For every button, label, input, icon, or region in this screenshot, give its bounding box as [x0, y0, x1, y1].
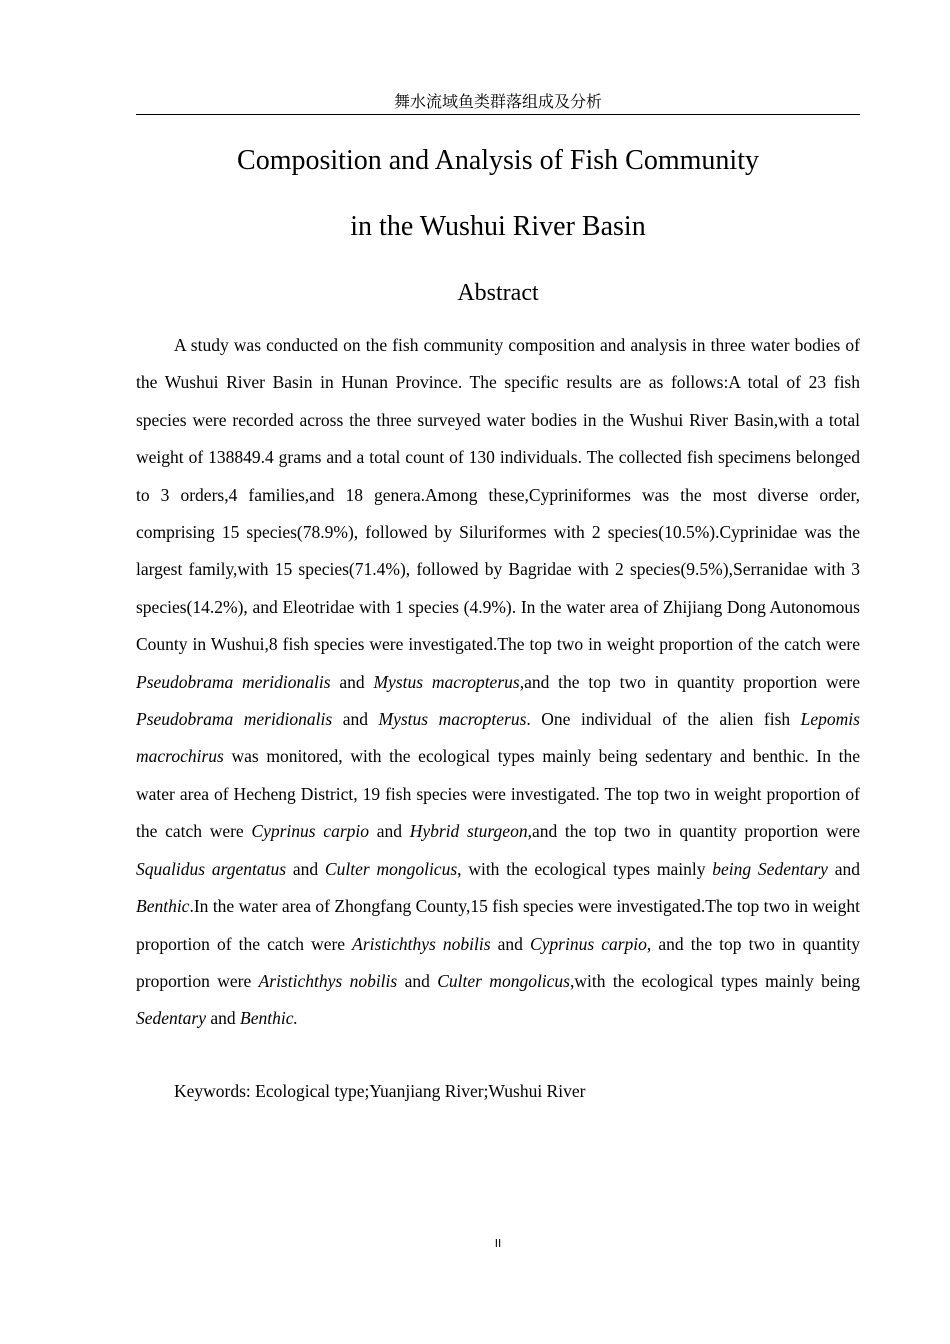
- abstract-italic-term: Squalidus argentatus: [136, 858, 287, 879]
- abstract-italic-term: Cyprinus carpio: [529, 933, 647, 954]
- abstract-italic-term: Aristichthys nobilis: [352, 933, 491, 954]
- abstract-text-segment: A study was conducted on the fish community composition and analysis in three water bodies of the Wushui River Basin in Hunan Province. The specific results are as follows:A total of 23 fish species were recorded across the three surveyed water bodies in the Wushui River Basin,with a total weight of 138849.4 grams and a total count of 130 individuals. The collected fish specimens belonged to 3 orders,4 families,and 18 genera.Among these,Cypriniformes was the most diverse order, comprising 15 species(78.9%), followed by Siluriformes with 2 species(10.5%).Cyprinidae was the largest family,with 15 species(71.4%), followed by Bagridae with 2 species(9.5%),Serranidae with 3 species(14.2%), and Eleotridae with 1 species (4.9%). In the water area of Zhijiang Dong Autonomous County in Wushui,8 fish species were investigated.The top two in weight proportion of the catch were: [136, 335, 860, 655]
- abstract-body: [136, 327, 860, 1038]
- abstract-text-segment: and: [205, 1008, 241, 1029]
- abstract-italic-term: Culter mongolicus: [324, 858, 458, 879]
- abstract-text-segment: and: [827, 858, 860, 879]
- abstract-italic-term: Benthic: [136, 896, 190, 917]
- abstract-italic-term: Sedentary: [136, 1008, 206, 1029]
- abstract-italic-term: Cyprinus carpio: [251, 821, 369, 842]
- abstract-text-segment: .In the water area of Zhongfang County,15 fish species were investigated.The top two in weight proportion of the catch were: [136, 896, 860, 954]
- abstract-text-segment: , and the top two in quantity proportion were: [136, 933, 860, 991]
- abstract-text-segment: ,and the top two in quantity proportion were: [527, 821, 860, 842]
- running-header: 舞水流域鱼类群落组成及分析: [136, 90, 860, 115]
- abstract-text-segment: and: [397, 970, 438, 991]
- abstract-italic-term: being Sedentary: [712, 858, 828, 879]
- paper-title-line-1: Composition and Analysis of Fish Community: [237, 145, 759, 176]
- abstract-text-segment: , with the ecological types mainly: [457, 858, 713, 879]
- abstract-italic-term: Mystus macropterus: [373, 671, 520, 692]
- abstract-heading: Abstract: [457, 280, 539, 306]
- abstract-text-segment: and: [490, 933, 530, 954]
- abstract-text-segment: ,and the top two in quantity proportion were: [519, 671, 860, 692]
- abstract-italic-term: Culter mongolicus: [437, 970, 570, 991]
- abstract-text-segment: . One individual of the alien fish: [526, 709, 801, 730]
- keywords-line: Keywords: Ecological type;Yuanjiang River;Wushui River: [174, 1081, 586, 1101]
- abstract-italic-term: Pseudobrama meridionalis: [136, 671, 331, 692]
- abstract-italic-term: Hybrid sturgeon: [409, 821, 528, 842]
- abstract-text-segment: and: [369, 821, 410, 842]
- abstract-text-segment: was monitored, with the ecological types mainly being sedentary and benthic. In the water area of Hecheng District, 19 fish species were investigated. The top two in weight proportion of the catch were: [136, 746, 860, 842]
- abstract-italic-term: Aristichthys nobilis: [258, 970, 398, 991]
- abstract-text-segment: and: [286, 858, 325, 879]
- abstract-text-segment: and: [332, 709, 379, 730]
- abstract-italic-term: Pseudobrama meridionalis: [136, 709, 333, 730]
- abstract-text-segment: and: [330, 671, 374, 692]
- abstract-italic-term: Mystus macropterus: [378, 709, 527, 730]
- abstract-italic-term: Benthic.: [240, 1008, 298, 1029]
- abstract-text-segment: ,with the ecological types mainly being: [570, 970, 860, 991]
- page-number: II: [494, 1237, 502, 1250]
- paper-title-line-2: in the Wushui River Basin: [350, 211, 646, 242]
- abstract-italic-term: Lepomis macrochirus: [136, 709, 860, 767]
